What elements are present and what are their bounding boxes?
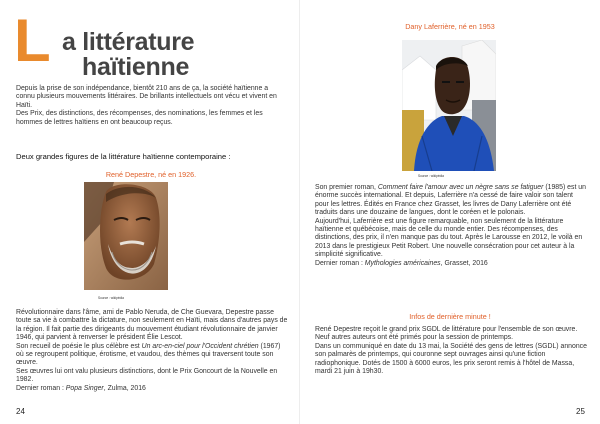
news-heading: Infos de dernière minute !: [409, 312, 491, 321]
news-paragraph: René Depestre reçoit le grand prix SGDL de littérature pour l'ensemble de son œuvre. Neuf autres auteurs ont été primés pour la session de printemps.: [315, 326, 578, 342]
book-title: Mythologies américaines: [364, 259, 441, 267]
title-line-2: haïtienne: [82, 53, 190, 81]
bio-paragraph: Aujourd'hui, Laferrière est une figure remarquable, non seulement de la littérature haïtienne et québécoise, mais de celle du monde entier. Des récompenses, des distinctions, des prix, il n'en manque pas du tout. Après le Larousse en 2012, le voilà en 2013 dans le prestigieux Petit Robert. Une nouvelle consécration pour cet auteur à la simplicité significative.: [315, 217, 583, 259]
book-title: Un arc-en-ciel pour l'Occident chrétien: [141, 342, 259, 350]
intro-text: [16, 85, 286, 127]
title-line-1: a littérature: [62, 28, 195, 56]
photo-source: Source : wikipédia: [98, 296, 124, 300]
portrait-image: [402, 40, 496, 171]
photo-source: Source : wikipédia: [418, 174, 444, 178]
photo-caption-depestre: René Depestre, né en 1926.: [105, 170, 197, 179]
bio-paragraph: Ses œuvres lui ont valu plusieurs distinctions, dont le Prix Goncourt de la Nouvelle en 1982.: [16, 367, 278, 384]
laferriere-biography: [315, 184, 587, 268]
last-novel-line: Dernier roman : Mythologies américaines, Grasset, 2016: [315, 259, 488, 267]
section-heading: Deux grandes figures de la littérature haïtienne contemporaine :: [16, 152, 231, 161]
depestre-biography: [16, 309, 288, 393]
portrait-photo-laferriere: [402, 40, 496, 171]
intro-paragraph: Depuis la prise de son indépendance, bientôt 210 ans de ça, la société haïtienne a connu plusieurs mouvements littéraires. De brillants intellectuels ont vécu et vivent en Haïti.: [16, 85, 277, 109]
intro-paragraph: Des Prix, des distinctions, des récompenses, des nominations, les femmes et les hommes de lettres haïtiens en ont beaucoup reçus.: [16, 110, 263, 126]
page-number: 24: [16, 407, 25, 416]
news-paragraph: Dans un communiqué en date du 13 mai, la Société des gens de lettres (SGDL) annonce son palmarès de printemps, qui couronne sept ouvrages ainsi qu'une fiction radiophonique. Dotés de 1500 à 6000 euros, les prix seront remis à l'hôtel de Massa, mardi 21 juin à 19h30.: [315, 342, 587, 376]
bio-paragraph: Révolutionnaire dans l'âme, ami de Pablo Neruda, de Che Guevara, Depestre passe toute sa vie à combattre la dictature, non seulement en Haïti, mais dans d'autres pays de la région. Il fait partie des dirigeants du mouvement étudiant révolutionnaire de janvier 1946, qui parvient à renverser le président Élie Lescot.: [16, 309, 288, 342]
page-title: [62, 30, 282, 80]
page-number: 25: [576, 407, 585, 416]
book-title: Comment faire l'amour avec un nègre sans se fatiguer: [377, 184, 544, 191]
news-text: [315, 326, 587, 376]
portrait-image: [84, 182, 168, 290]
bio-paragraph: Son recueil de poésie le plus célèbre est Un arc-en-ciel pour l'Occident chrétien (1967) où se regroupent politique, érotisme, et vaudou, des thèmes qui traversent toute son œuvre.: [16, 342, 281, 367]
drop-cap-letter: L: [14, 7, 51, 74]
book-title: Popa Singer: [65, 384, 104, 392]
portrait-photo-depestre: [84, 182, 168, 290]
photo-caption-laferriere: Dany Laferrière, né en 1953: [405, 22, 495, 31]
right-page: [300, 0, 600, 424]
bio-paragraph: Son premier roman, Comment faire l'amour avec un nègre sans se fatiguer (1985) est un énorme succès international. Et depuis, Laferrière n'a cessé de faire valoir son talent pour les lettres. Édités en France chez Grasset, les livres de Dany Laferrière ont été traduits dans une douzaine de langues, dont le coréen et le polonais.: [315, 184, 586, 217]
last-novel-line: Dernier roman : Popa Singer, Zulma, 2016: [16, 384, 146, 392]
